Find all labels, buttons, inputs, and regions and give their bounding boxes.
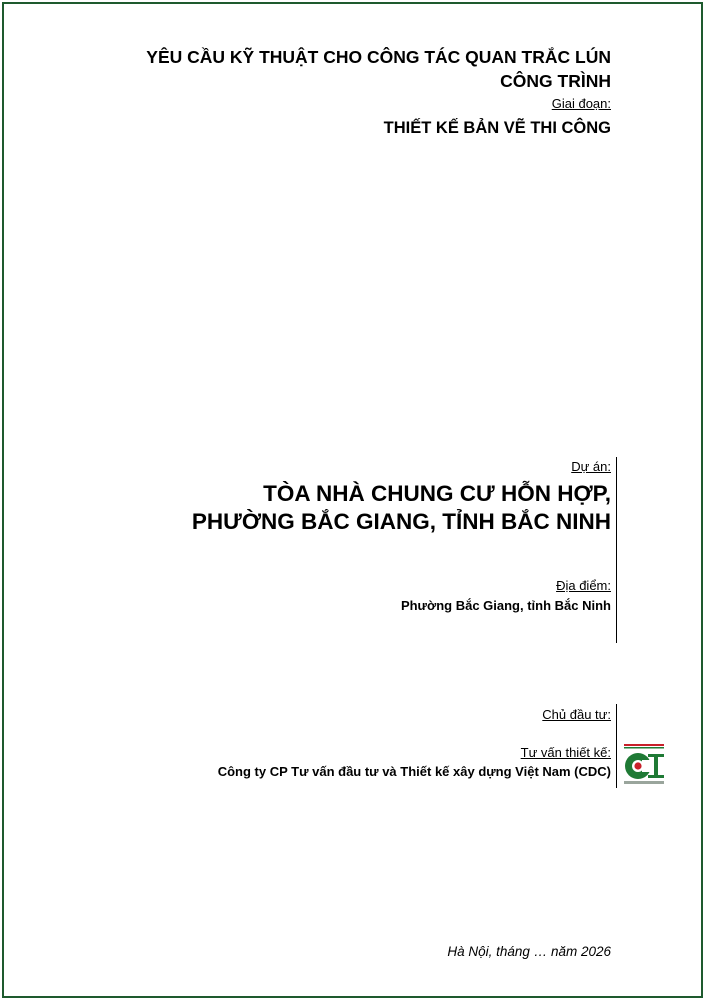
footer-date: Hà Nội, tháng … năm 2026 (447, 944, 611, 959)
project-name-line-2: PHƯỜNG BẮC GIANG, TỈNH BẮC NINH (191, 509, 611, 534)
cdc-logo-icon (622, 743, 666, 787)
location-value: Phường Bắc Giang, tỉnh Bắc Ninh (400, 598, 611, 613)
location-label: Địa điểm: (556, 578, 611, 593)
consultant-name: Công ty CP Tư vấn đầu tư và Thiết kế xây dựng Việt Nam (CDC) (217, 764, 611, 779)
parties-divider (616, 704, 617, 788)
project-name (151, 480, 611, 536)
consultant-label: Tư vấn thiết kế: (520, 745, 611, 760)
stage-value: THIẾT KẾ BẢN VẼ THI CÔNG (383, 119, 611, 137)
document-title-line-2: CÔNG TRÌNH (500, 71, 611, 91)
project-divider (616, 457, 617, 643)
document-title-line-1: YÊU CẦU KỸ THUẬT CHO CÔNG TÁC QUAN TRẮC LÚN (146, 47, 611, 67)
project-name-line-1: TÒA NHÀ CHUNG CƯ HỖN HỢP, (263, 481, 611, 506)
project-label: Dự án: (571, 459, 611, 474)
stage-label: Giai đoạn: (551, 96, 611, 111)
document-title (91, 45, 611, 93)
owner-label: Chủ đầu tư: (542, 707, 611, 722)
